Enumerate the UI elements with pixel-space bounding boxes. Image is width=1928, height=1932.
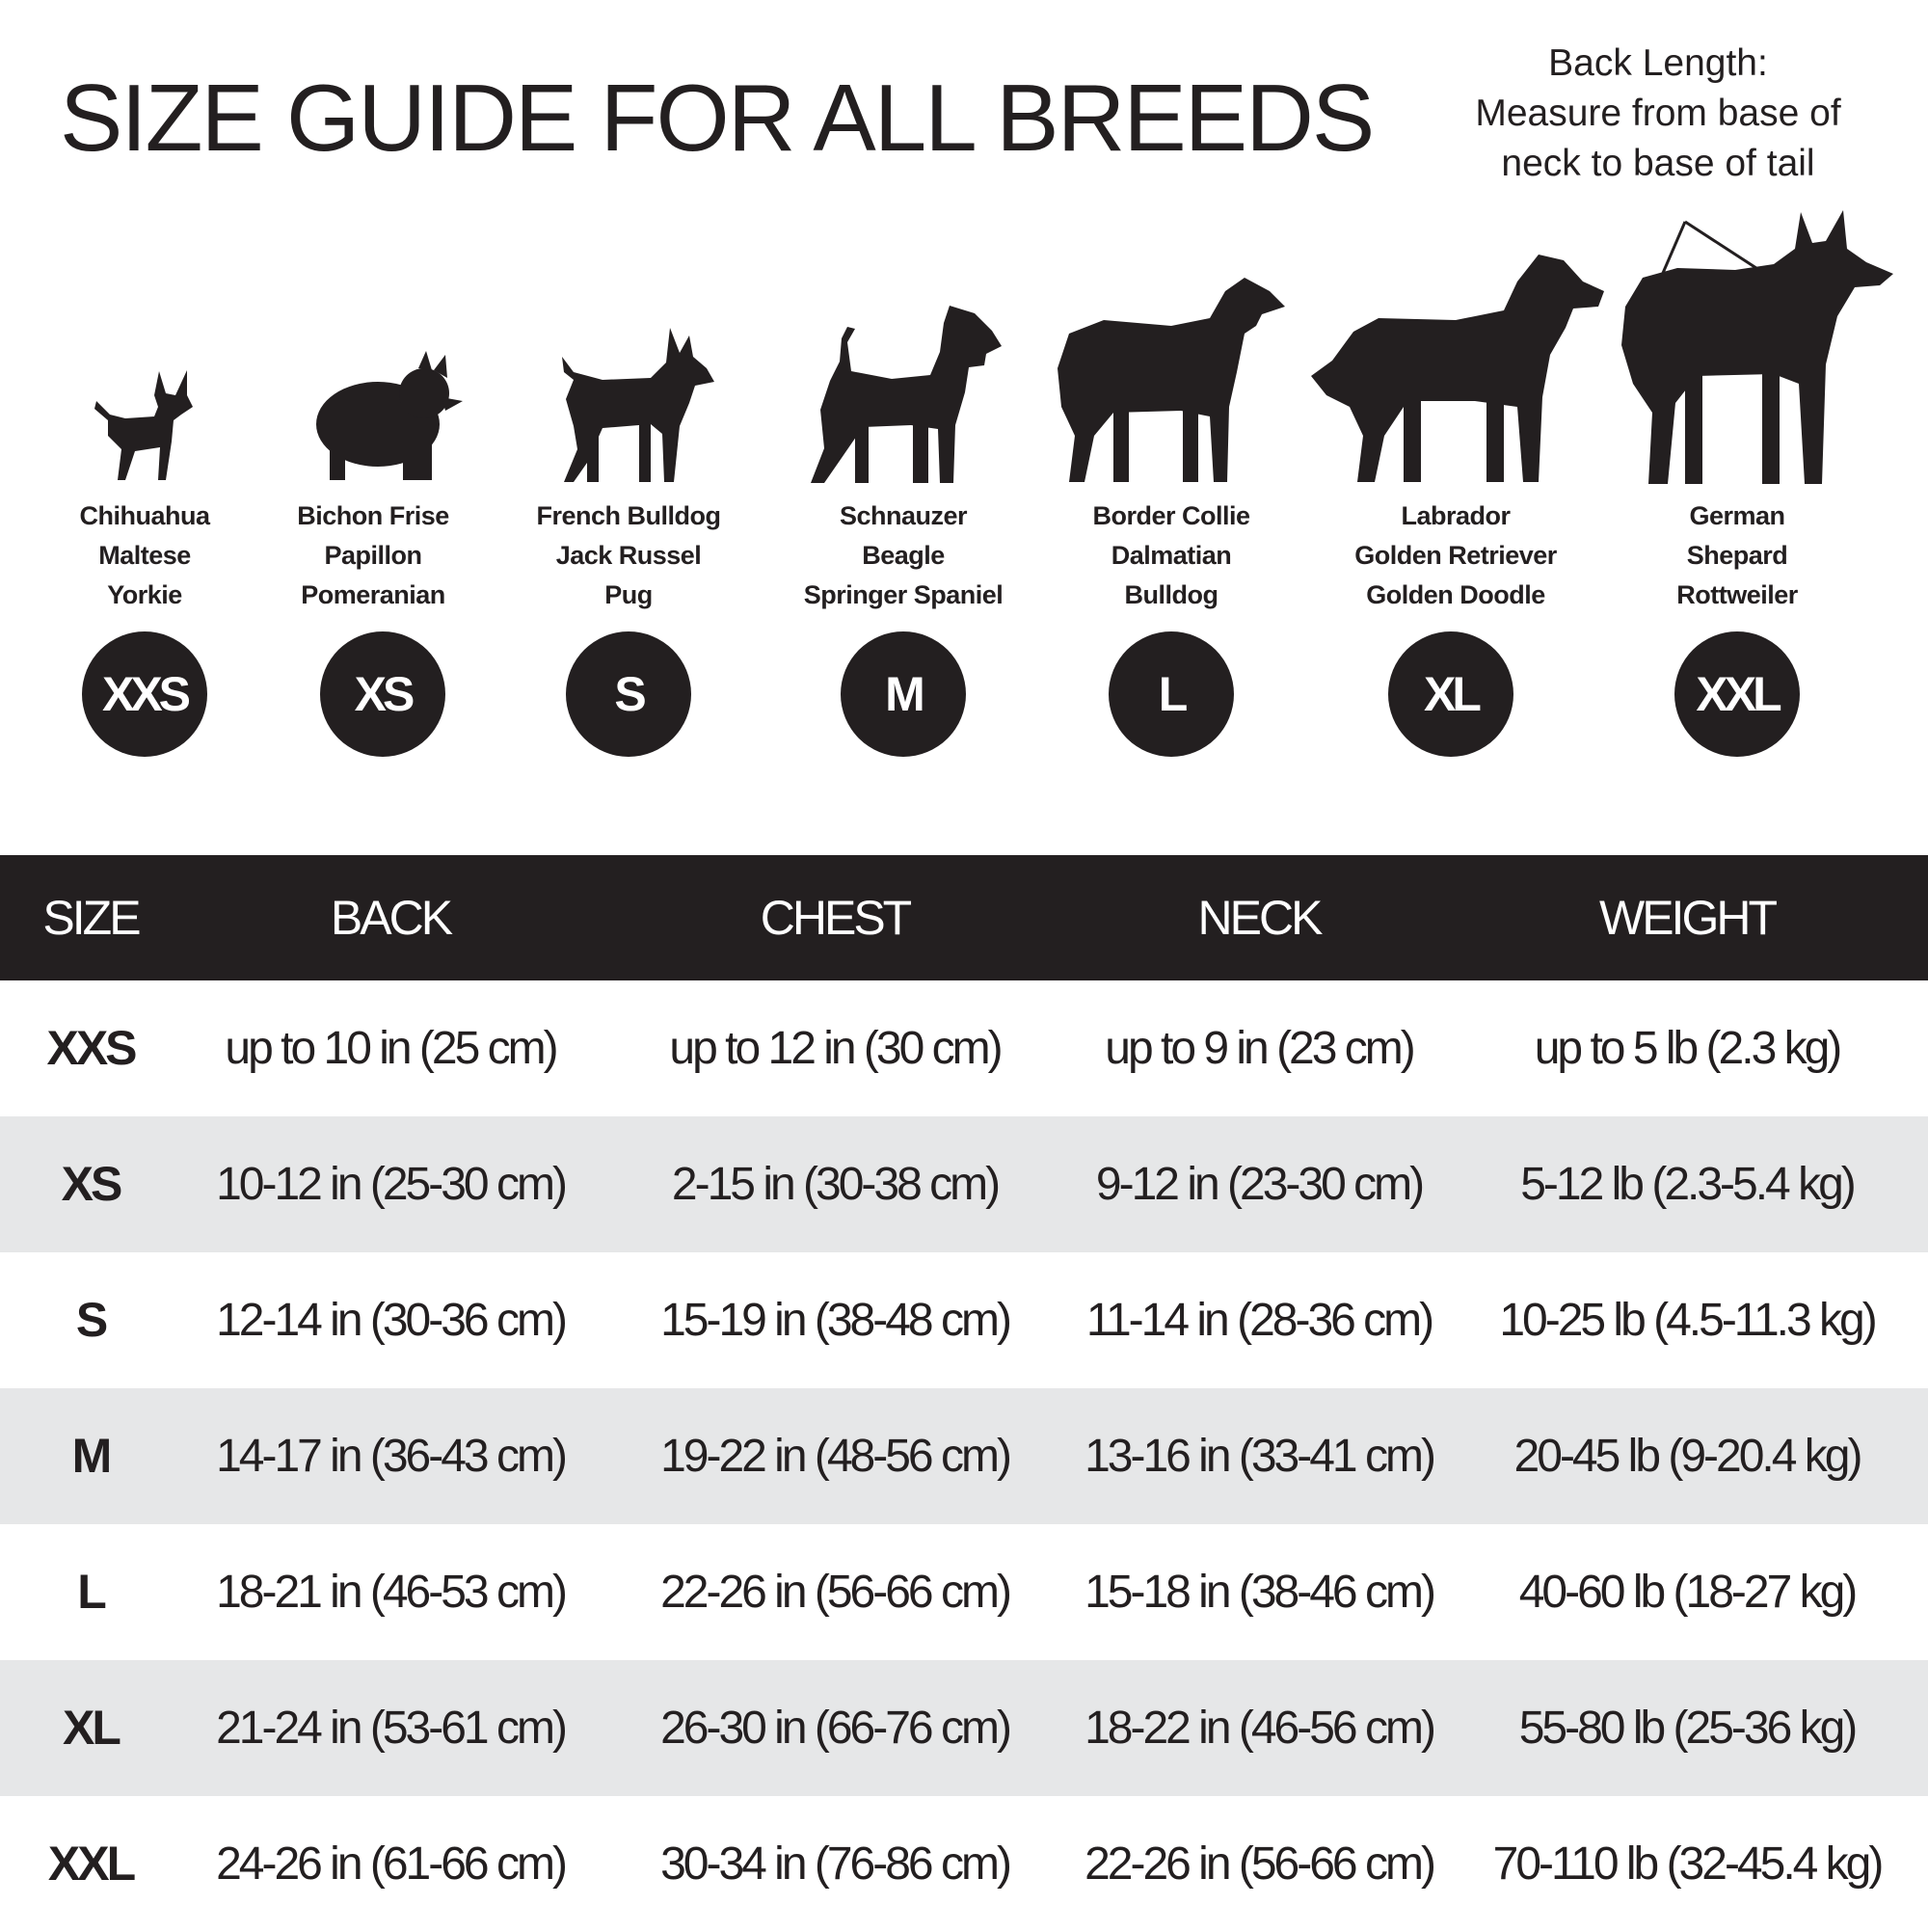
- breed-name: Bichon Frise: [297, 501, 449, 530]
- breed-name: French Bulldog: [536, 501, 721, 530]
- back-note-line-2: Measure from base of: [1475, 93, 1841, 134]
- size-badge-xxs: XXS: [82, 631, 207, 757]
- breed-name: Rottweiler: [1676, 580, 1798, 609]
- size-badge-xl: XL: [1388, 631, 1513, 757]
- table-row: [0, 980, 1928, 1116]
- cell-neck: up to 9 in (23 cm): [1105, 1023, 1413, 1074]
- breed-name: Labrador: [1401, 501, 1511, 530]
- header-weight: WEIGHT: [1599, 891, 1775, 945]
- cell-chest: 2-15 in (30-38 cm): [671, 1159, 999, 1210]
- breed-name: Maltese: [98, 541, 191, 570]
- breed-name: Yorkie: [107, 580, 182, 609]
- breed-group-xs: [228, 496, 518, 615]
- table-row: [0, 1660, 1928, 1796]
- size-badge-s: S: [566, 631, 691, 757]
- header-neck: NECK: [1197, 891, 1321, 945]
- breed-name: Beagle: [862, 541, 945, 570]
- chihuahua-silhouette-icon: [87, 366, 202, 487]
- size-badge-xxl: XXL: [1674, 631, 1800, 757]
- back-length-note: [1427, 39, 1889, 189]
- cell-chest: 26-30 in (66-76 cm): [660, 1703, 1009, 1754]
- breed-name: Chihuahua: [79, 501, 210, 530]
- breed-name: Springer Spaniel: [803, 580, 1004, 609]
- page-title: SIZE GUIDE FOR ALL BREEDS: [60, 65, 1374, 171]
- breed-group-xxl: [1593, 496, 1882, 615]
- table-row: [0, 1524, 1928, 1660]
- size-table: [0, 855, 1928, 1932]
- header-back: BACK: [330, 891, 451, 945]
- cell-back: 24-26 in (61-66 cm): [216, 1838, 565, 1890]
- table-row: [0, 1252, 1928, 1388]
- cell-chest: 19-22 in (48-56 cm): [660, 1431, 1009, 1482]
- breed-name: Papillon: [324, 541, 422, 570]
- cell-size: S: [75, 1293, 106, 1347]
- cell-neck: 15-18 in (38-46 cm): [1084, 1567, 1433, 1618]
- breed-name: Bulldog: [1124, 580, 1218, 609]
- french-bulldog-silhouette-icon: [562, 328, 714, 482]
- cell-weight: 70-110 lb (32-45.4 kg): [1492, 1838, 1882, 1890]
- cell-size: L: [77, 1565, 104, 1619]
- cell-weight: 10-25 lb (4.5-11.3 kg): [1499, 1295, 1875, 1346]
- cell-back: 10-12 in (25-30 cm): [216, 1159, 565, 1210]
- cell-weight: up to 5 lb (2.3 kg): [1534, 1023, 1840, 1074]
- size-badge-l: L: [1109, 631, 1234, 757]
- breed-name: Pug: [604, 580, 653, 609]
- table-header: [0, 855, 1928, 980]
- breed-group-s: [484, 496, 773, 615]
- cell-chest: 22-26 in (56-66 cm): [660, 1567, 1009, 1618]
- cell-back: 12-14 in (30-36 cm): [216, 1295, 565, 1346]
- schnauzer-silhouette-icon: [811, 306, 1002, 483]
- breed-group-l: [1027, 496, 1316, 615]
- size-badge-xs: XS: [320, 631, 445, 757]
- breed-name: Schnauzer: [839, 501, 968, 530]
- cell-back: up to 10 in (25 cm): [225, 1023, 556, 1074]
- border-collie-silhouette-icon: [1058, 278, 1285, 482]
- labrador-silhouette-icon: [1311, 255, 1604, 482]
- back-note-line-1: Back Length:: [1548, 42, 1768, 84]
- header-chest: CHEST: [760, 891, 910, 945]
- breed-group-xl: [1311, 496, 1600, 615]
- breed-name: Shepard: [1686, 541, 1788, 570]
- cell-back: 18-21 in (46-53 cm): [216, 1567, 565, 1618]
- breed-name: Jack Russel: [555, 541, 702, 570]
- breed-name: Pomeranian: [301, 580, 445, 609]
- cell-neck: 11-14 in (28-36 cm): [1085, 1295, 1433, 1346]
- cell-size: XXS: [46, 1021, 135, 1075]
- back-note-line-3: neck to base of tail: [1501, 143, 1815, 184]
- cell-chest: up to 12 in (30 cm): [669, 1023, 1001, 1074]
- cell-neck: 9-12 in (23-30 cm): [1095, 1159, 1423, 1210]
- table-row: [0, 1388, 1928, 1524]
- breed-name: German: [1689, 501, 1785, 530]
- cell-size: XL: [63, 1701, 119, 1755]
- cell-size: XXL: [47, 1837, 134, 1891]
- breed-group-m: [759, 496, 1048, 615]
- size-badge-m: M: [841, 631, 966, 757]
- breed-name: Golden Retriever: [1354, 541, 1557, 570]
- cell-chest: 15-19 in (38-48 cm): [660, 1295, 1009, 1346]
- pomeranian-silhouette-icon: [316, 351, 463, 480]
- cell-size: M: [71, 1429, 110, 1483]
- table-row: [0, 1796, 1928, 1932]
- cell-weight: 55-80 lb (25-36 kg): [1518, 1703, 1856, 1754]
- cell-back: 21-24 in (53-61 cm): [216, 1703, 565, 1754]
- cell-weight: 20-45 lb (9-20.4 kg): [1513, 1431, 1861, 1482]
- cell-neck: 13-16 in (33-41 cm): [1084, 1431, 1433, 1482]
- cell-weight: 5-12 lb (2.3-5.4 kg): [1520, 1159, 1854, 1210]
- breed-name: Golden Doodle: [1366, 580, 1545, 609]
- header-size: SIZE: [42, 891, 139, 945]
- table-row: [0, 1116, 1928, 1252]
- cell-back: 14-17 in (36-43 cm): [216, 1431, 565, 1482]
- german-shepherd-silhouette-icon: [1621, 210, 1893, 484]
- cell-neck: 22-26 in (56-66 cm): [1084, 1838, 1433, 1890]
- cell-weight: 40-60 lb (18-27 kg): [1518, 1567, 1856, 1618]
- cell-size: XS: [61, 1157, 120, 1211]
- cell-chest: 30-34 in (76-86 cm): [660, 1838, 1009, 1890]
- cell-neck: 18-22 in (46-56 cm): [1084, 1703, 1433, 1754]
- breed-name: Dalmatian: [1111, 541, 1232, 570]
- breed-name: Border Collie: [1092, 501, 1250, 530]
